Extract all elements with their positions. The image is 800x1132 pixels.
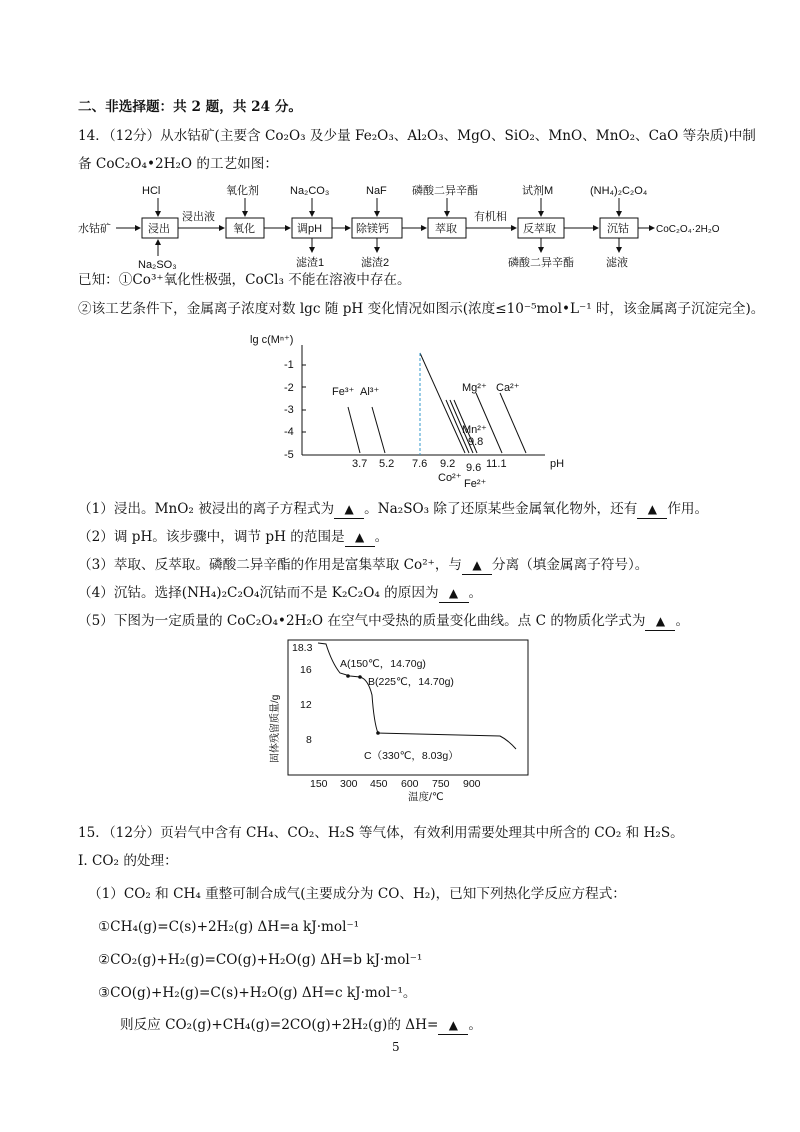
q15-eq3: ③CO(g)+H₂(g)=C(s)+H₂O(g) ΔH=c kJ·mol⁻¹。: [98, 985, 417, 1001]
mass-point-a: A(150℃，14.70g): [340, 658, 426, 670]
q14-sub1: （1）浸出。MnO₂ 被浸出的离子方程式为 ▲ 。Na₂SO₃ 除了还原某些金属氧化物外，还有 ▲ 作用。: [78, 501, 709, 517]
flow-phosphate2: 磷酸二异辛酯: [508, 257, 574, 269]
ph-xtick: 9.6: [466, 462, 482, 474]
flow-precip: 沉钴: [607, 223, 629, 235]
mass-xtick: 450: [370, 778, 388, 790]
ph-ytick: -2: [284, 382, 294, 394]
answer-blank[interactable]: ▲: [345, 528, 375, 547]
ph-xtick: 7.6: [412, 458, 428, 470]
q14-intro-line2: 备 CoC₂O₄•2H₂O 的工艺如图：: [78, 156, 278, 172]
flow-adjust-ph: 调pH: [297, 223, 323, 235]
ph-ytick: -4: [284, 426, 294, 438]
q14-sub4: （4）沉钴。选择(NH₄)₂C₂O₄沉钴而不是 K₂C₂O₄ 的原因为 ▲ 。: [78, 585, 483, 601]
mass-point-c: C（330℃，8.03g）: [364, 750, 459, 762]
ph-xtick: 5.2: [379, 458, 395, 470]
q14-intro-line1: 14．（12分）从水钴矿(主要含 Co₂O₃ 及少量 Fe₂O₃、Al₂O₃、MgO、SiO₂、MnO、MnO₂、CaO 等杂质)中制: [78, 128, 756, 144]
ph-xtick: 9.2: [440, 458, 456, 470]
flow-leachate: 浸出液: [182, 211, 215, 223]
flow-filtrate: 滤液: [606, 257, 628, 269]
ph-label-al3: Al³⁺: [360, 386, 380, 398]
ph-label-fe3: Fe³⁺: [332, 386, 355, 398]
q14-sub3: （3）萃取、反萃取。磷酸二异辛酯的作用是富集萃取 Co²⁺，与 ▲ 分离（填金属离子符号）。: [78, 557, 649, 573]
mass-chart: [268, 635, 538, 805]
ph-ytick: -1: [284, 359, 294, 371]
q15-ask: 则反应 CO₂(g)+CH₄(g)=2CO(g)+2H₂(g)的 ΔH= ▲ 。: [120, 1017, 482, 1033]
page-number: 5: [392, 1040, 400, 1054]
ph-label-98: 9.8: [468, 436, 484, 448]
answer-blank[interactable]: ▲: [462, 556, 492, 575]
mass-xlabel: 温度/℃: [408, 791, 444, 803]
flow-residue2: 滤渣2: [361, 257, 390, 269]
mass-ytick: 8: [306, 734, 312, 746]
ph-chart-ylabel: lg c(Mⁿ⁺): [250, 334, 294, 346]
ph-chart: [240, 325, 580, 495]
mass-ylabel: 固体残留质量/g: [270, 694, 281, 763]
mass-ytick: 18.3: [292, 642, 313, 654]
flow-organic: 有机相: [474, 211, 507, 223]
q14-known1: 已知：①Co³⁺氧化性极强，CoCl₃ 不能在溶液中存在。: [78, 272, 411, 288]
ph-chart-xlabel: pH: [550, 458, 565, 470]
flow-na2so3: Na₂SO₃: [138, 259, 177, 271]
answer-blank[interactable]: ▲: [439, 584, 469, 603]
q15-eq1: ①CH₄(g)=C(s)+2H₂(g) ΔH=a kJ·mol⁻¹: [98, 919, 360, 935]
flow-raw: 水钴矿: [78, 223, 111, 235]
mass-xtick: 750: [432, 778, 450, 790]
q15-sub1: （1）CO₂ 和 CH₄ 重整可制合成气(主要成分为 CO、H₂)，已知下列热化学反应方程式：: [88, 886, 626, 902]
answer-blank[interactable]: ▲: [438, 1016, 468, 1035]
ph-label-mg2: Mg²⁺: [462, 382, 487, 394]
answer-blank[interactable]: ▲: [334, 500, 364, 519]
ph-ytick: -3: [284, 404, 294, 416]
flow-naf: NaF: [366, 185, 387, 197]
ph-label-ca2: Ca²⁺: [496, 382, 520, 394]
mass-xtick: 600: [401, 778, 419, 790]
q14-known2: ②该工艺条件下，金属离子浓度对数 lgc 随 pH 变化情况如图示(浓度≤10⁻⁵mol•L⁻¹ 时，该金属离子沉淀完全)。: [78, 301, 765, 317]
flow-oxidize: 氧化: [233, 223, 255, 235]
answer-blank[interactable]: ▲: [637, 500, 667, 519]
flow-na2co3: Na₂CO₃: [290, 185, 330, 197]
flow-phosphate: 磷酸二异辛酯: [412, 185, 478, 197]
flow-oxalate: (NH₄)₂C₂O₄: [590, 185, 648, 197]
q15-eq2: ②CO₂(g)+H₂(g)=CO(g)+H₂O(g) ΔH=b kJ·mol⁻¹: [98, 952, 423, 968]
ph-label-fe2: Fe²⁺: [464, 478, 487, 490]
flow-strip: 反萃取: [523, 223, 556, 235]
mass-point-b: B(225℃，14.70g): [368, 676, 454, 688]
mass-ytick: 12: [300, 699, 312, 711]
flow-residue1: 滤渣1: [296, 257, 325, 269]
flow-reagent-m: 试剂M: [522, 185, 554, 197]
answer-blank[interactable]: ▲: [645, 612, 675, 631]
section-heading: 二、非选择题：共 2 题，共 24 分。: [78, 99, 303, 115]
mass-xtick: 900: [463, 778, 481, 790]
ph-label-mn2: Mn²⁺: [462, 424, 487, 436]
ph-ytick: -5: [284, 449, 294, 461]
q15-part1: I. CO₂ 的处理：: [78, 853, 178, 869]
flow-hcl: HCl: [142, 185, 161, 197]
flow-extract: 萃取: [435, 223, 457, 235]
mass-xtick: 150: [310, 778, 328, 790]
mass-xtick: 300: [340, 778, 358, 790]
ph-xtick: 3.7: [352, 458, 368, 470]
q14-sub5: （5）下图为一定质量的 CoC₂O₄•2H₂O 在空气中受热的质量变化曲线。点 C 的物质化学式为 ▲ 。: [78, 613, 690, 629]
flow-oxidant: 氧化剂: [226, 185, 259, 197]
ph-label-co2: Co²⁺: [438, 472, 462, 484]
mass-ytick: 16: [300, 664, 312, 676]
q15-intro: 15．（12分）页岩气中含有 CH₄、CO₂、H₂S 等气体，有效利用需要处理其中所含的 CO₂ 和 H₂S。: [78, 825, 684, 841]
q14-sub2: （2）调 pH。该步骤中，调节 pH 的范围是 ▲ 。: [78, 529, 389, 545]
flow-leach: 浸出: [148, 223, 170, 235]
process-flow-diagram: [70, 180, 730, 272]
ph-xtick: 11.1: [486, 458, 507, 470]
flow-remove: 除镁钙: [356, 223, 389, 235]
flow-product: CoC₂O₄·2H₂O: [656, 224, 720, 235]
